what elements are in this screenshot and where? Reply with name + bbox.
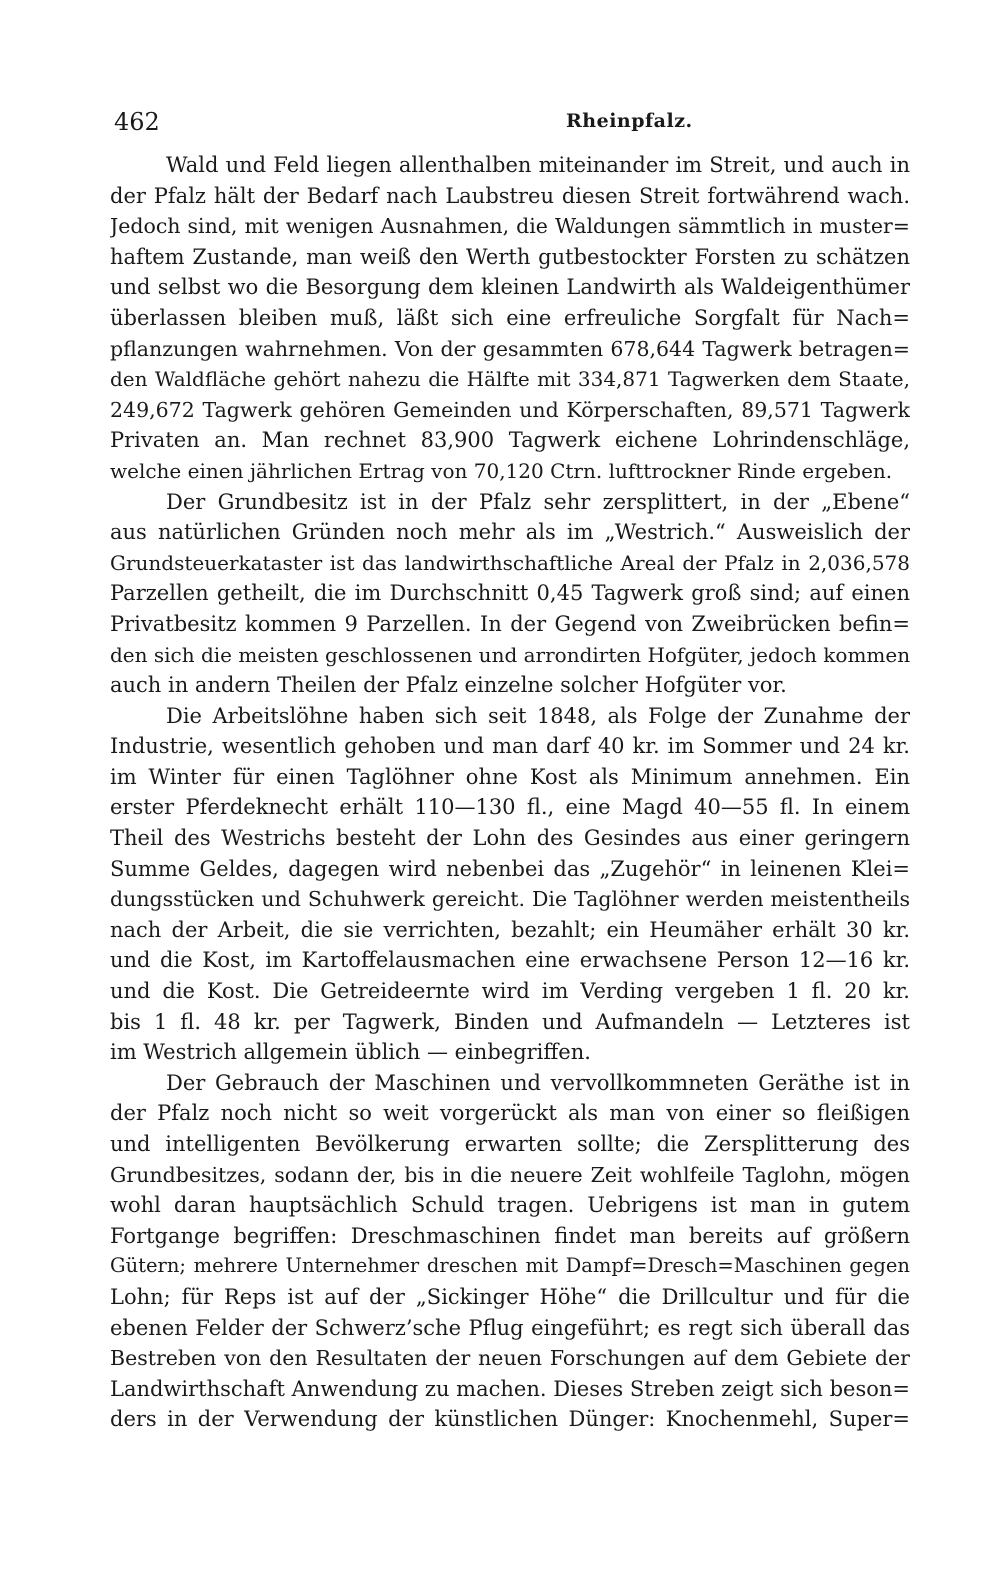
text-line: Parzellen getheilt, die im Durchschnitt 0,45 Tagwerk groß sind; auf einen	[110, 581, 910, 606]
text-line: 249,672 Tagwerk gehören Gemeinden und Körperschaften, 89,571 Tagwerk	[110, 397, 910, 422]
text-line: und die Kost, im Kartoffelausmachen eine erwachsene Person 12—16 kr.	[110, 948, 910, 973]
text-line: dungsstücken und Schuhwerk gereicht. Die Taglöhner werden meistentheils	[110, 887, 910, 912]
text-line: nach der Arbeit, die sie verrichten, bezahlt; ein Heumäher erhält 30 kr.	[110, 917, 910, 942]
text-line: haftem Zustande, man weiß den Werth gutbestockter Forsten zu schätzen	[110, 244, 910, 269]
text-line: pflanzungen wahrnehmen. Von der gesammten 678,644 Tagwerk betragen=	[110, 336, 910, 361]
text-line: der Pfalz hält der Bedarf nach Laubstreu diesen Streit fortwährend wach.	[110, 183, 910, 208]
page-header	[110, 108, 910, 144]
text-line: Die Arbeitslöhne haben sich seit 1848, als Folge der Zunahme der	[166, 703, 910, 728]
text-line: Der Gebrauch der Maschinen und vervollkommneten Geräthe ist in	[166, 1070, 910, 1095]
text-line: Bestreben von den Resultaten der neuen Forschungen auf dem Gebiete der	[110, 1346, 910, 1371]
text-line: und selbst wo die Besorgung dem kleinen Landwirth als Waldeigenthümer	[110, 275, 910, 300]
text-line: Privatbesitz kommen 9 Parzellen. In der Gegend von Zweibrücken befin=	[110, 611, 910, 636]
text-line: ebenen Felder der Schwerz’sche Pflug eingeführt; es regt sich überall das	[110, 1315, 910, 1340]
text-line: Lohn; für Reps ist auf der „Sickinger Höhe“ die Drillcultur und für die	[110, 1284, 910, 1309]
text-line: den sich die meisten geschlossenen und arrondirten Hofgüter, jedoch kommen	[110, 642, 910, 667]
page-number: 462	[114, 108, 160, 136]
text-line: bis 1 fl. 48 kr. per Tagwerk, Binden und Aufmandeln — Letzteres ist	[110, 1009, 910, 1034]
text-line: Der Grundbesitz ist in der Pfalz sehr zersplittert, in der „Ebene“	[166, 489, 910, 514]
text-line: ders in der Verwendung der künstlichen Dünger: Knochenmehl, Super=	[110, 1407, 910, 1432]
text-line: im Westrich allgemein üblich — einbegriffen.	[110, 1040, 591, 1065]
text-line: und intelligenten Bevölkerung erwarten sollte; die Zersplitterung des	[110, 1132, 910, 1156]
text-line: Wald und Feld liegen allenthalben miteinander im Streit, und auch in	[166, 153, 910, 177]
text-line: im Winter für einen Taglöhner ohne Kost als Minimum annehmen. Ein	[110, 764, 910, 789]
body-text	[110, 150, 910, 1435]
text-line: Privaten an. Man rechnet 83,900 Tagwerk eichene Lohrindenschläge,	[110, 428, 910, 453]
running-head: Rheinpfalz.	[566, 110, 693, 132]
text-line: Industrie, wesentlich gehoben und man darf 40 kr. im Sommer und 24 kr.	[110, 734, 910, 759]
text-line: überlassen bleiben muß, läßt sich eine erfreuliche Sorgfalt für Nach=	[110, 305, 910, 330]
text-line: auch in andern Theilen der Pfalz einzelne solcher Hofgüter vor.	[110, 673, 787, 698]
text-line: Grundsteuerkataster ist das landwirthschaftliche Areal der Pfalz in 2,036,578	[110, 550, 910, 575]
text-line: Theil des Westrichs besteht der Lohn des Gesindes aus einer geringern	[110, 826, 910, 851]
text-line: Gütern; mehrere Unternehmer dreschen mit Dampf=Dresch=Maschinen gegen	[110, 1254, 910, 1278]
text-line: und die Kost. Die Getreideernte wird im Verding vergeben 1 fl. 20 kr.	[110, 979, 910, 1004]
text-line: wohl daran hauptsächlich Schuld tragen. Uebrigens ist man in gutem	[110, 1193, 910, 1218]
text-line: erster Pferdeknecht erhält 110—130 fl., eine Magd 40—55 fl. In einem	[110, 795, 910, 820]
text-line: Jedoch sind, mit wenigen Ausnahmen, die Waldungen sämmtlich in muster=	[110, 214, 910, 239]
text-line: Summe Geldes, dagegen wird nebenbei das „Zugehör“ in leinenen Klei=	[110, 856, 910, 881]
text-line: der Pfalz noch nicht so weit vorgerückt als man von einer so fleißigen	[110, 1101, 910, 1126]
text-line: aus natürlichen Gründen noch mehr als im „Westrich.“ Ausweislich der	[110, 520, 910, 545]
text-line: Fortgange begriffen: Dreschmaschinen findet man bereits auf größern	[110, 1223, 910, 1248]
text-line: Grundbesitzes, sodann der, bis in die neuere Zeit wohlfeile Taglohn, mögen	[110, 1162, 910, 1187]
text-line: Landwirthschaft Anwendung zu machen. Dieses Streben zeigt sich beson=	[110, 1376, 910, 1401]
text-line: den Waldfläche gehört nahezu die Hälfte mit 334,871 Tagwerken dem Staate,	[110, 367, 910, 392]
text-line: welche einen jährlichen Ertrag von 70,120 Ctrn. lufttrockner Rinde ergeben.	[110, 458, 893, 483]
